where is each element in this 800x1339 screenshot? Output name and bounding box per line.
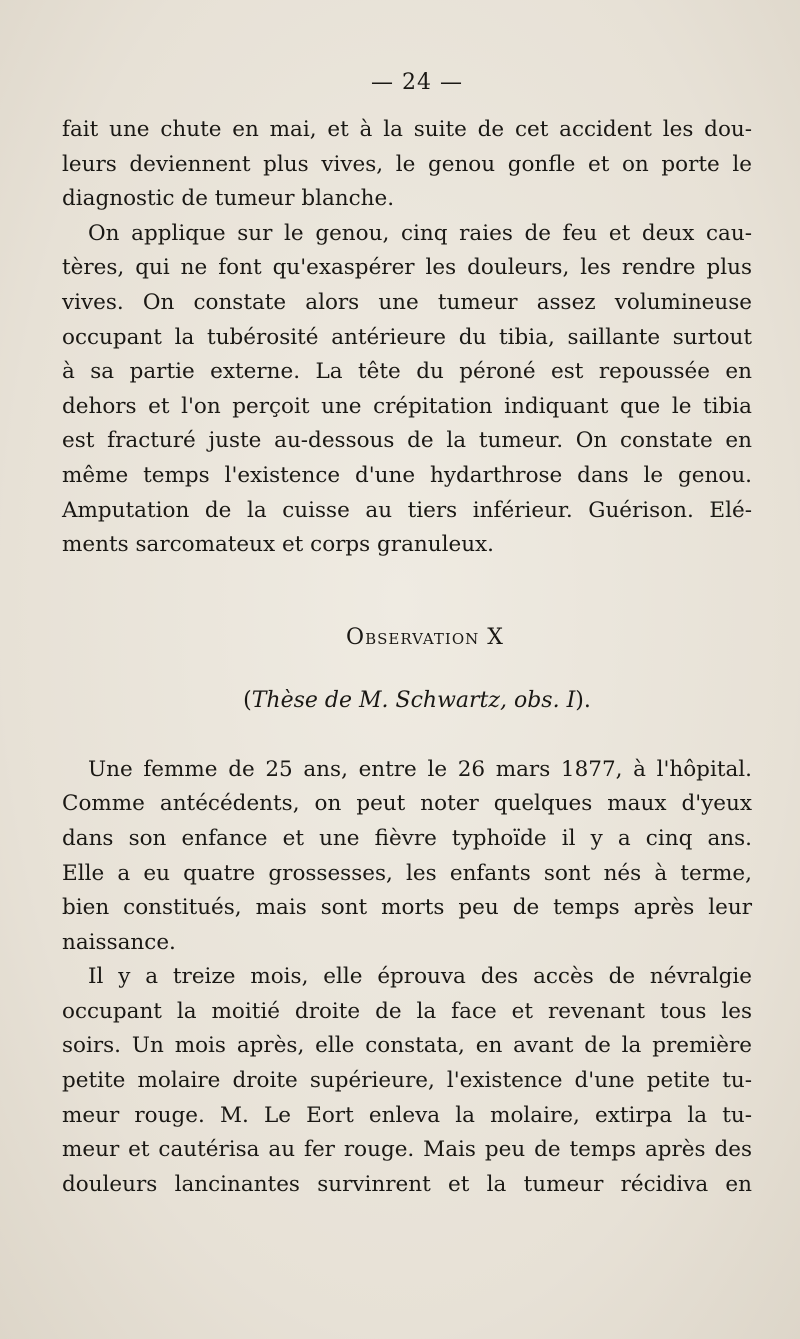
text-line: diagnostic de tumeur blanche. — [62, 186, 395, 212]
paragraph-1 — [62, 113, 752, 217]
text-line: dehors et l'on perçoit une crépitation indiquant que le tibia — [62, 393, 752, 419]
text-line: bien constitués, mais sont morts peu de temps après leur — [62, 895, 752, 921]
source-citation: Thèse de M. Schwartz, obs. I — [251, 687, 576, 713]
text-line: même temps l'existence d'une hydarthrose dans le genou. — [62, 462, 752, 488]
text-line: Amputation de la cuisse au tiers inférieur. Guérison. Elé- — [62, 497, 752, 523]
text-line: Il y a treize mois, elle éprouva des accès de névralgie — [88, 964, 752, 990]
paragraph-3 — [62, 753, 752, 961]
source-open-paren: ( — [243, 687, 252, 713]
text-line: à sa partie externe. La tête du péroné est repoussée en — [62, 359, 752, 385]
text-line: est fracturé juste au-dessous de la tumeur. On constate en — [62, 428, 752, 454]
text-line: naissance. — [62, 929, 176, 955]
text-line: fait une chute en mai, et à la suite de cet accident les dou- — [62, 117, 752, 142]
text-line: occupant la moitié droite de la face et revenant tous les — [62, 998, 752, 1024]
text-line: vives. On constate alors une tumeur assez volumineuse — [62, 289, 752, 315]
text-line: On applique sur le genou, cinq raies de feu et deux cau- — [88, 220, 752, 246]
observation-heading: Observation X — [346, 624, 504, 650]
text-line: soirs. Un mois après, elle constata, en avant de la première — [62, 1033, 752, 1059]
text-line: petite molaire droite supérieure, l'existence d'une petite tu- — [62, 1068, 752, 1094]
text-line: Elle a eu quatre grossesses, les enfants sont nés à terme, — [62, 860, 752, 886]
text-line: Une femme de 25 ans, entre le 26 mars 1877, à l'hôpital. — [88, 756, 752, 782]
text-line: leurs deviennent plus vives, le genou gonfle et on porte le — [62, 151, 752, 177]
text-line: meur rouge. M. Le Eort enleva la molaire, extirpa la tu- — [62, 1102, 752, 1128]
paragraph-4 — [62, 960, 752, 1202]
document-page — [62, 70, 752, 1202]
text-line: Comme antécédents, on peut noter quelques maux d'yeux — [62, 791, 752, 817]
text-line: tères, qui ne font qu'exaspérer les douleurs, les rendre plus — [62, 255, 752, 281]
observation-source — [82, 688, 752, 713]
source-close-paren: ). — [575, 687, 591, 713]
page-number: — 24 — — [371, 70, 463, 95]
text-line: occupant la tubérosité antérieure du tibia, saillante surtout — [62, 324, 752, 350]
text-line: dans son enfance et une fièvre typhoïde il y a cinq ans. — [62, 825, 752, 851]
paragraph-2 — [62, 217, 752, 563]
text-line: douleurs lancinantes survinrent et la tumeur récidiva en — [62, 1171, 752, 1197]
text-line: ments sarcomateux et corps granuleux. — [62, 532, 495, 558]
text-line: meur et cautérisa au fer rouge. Mais peu de temps après des — [62, 1137, 752, 1163]
